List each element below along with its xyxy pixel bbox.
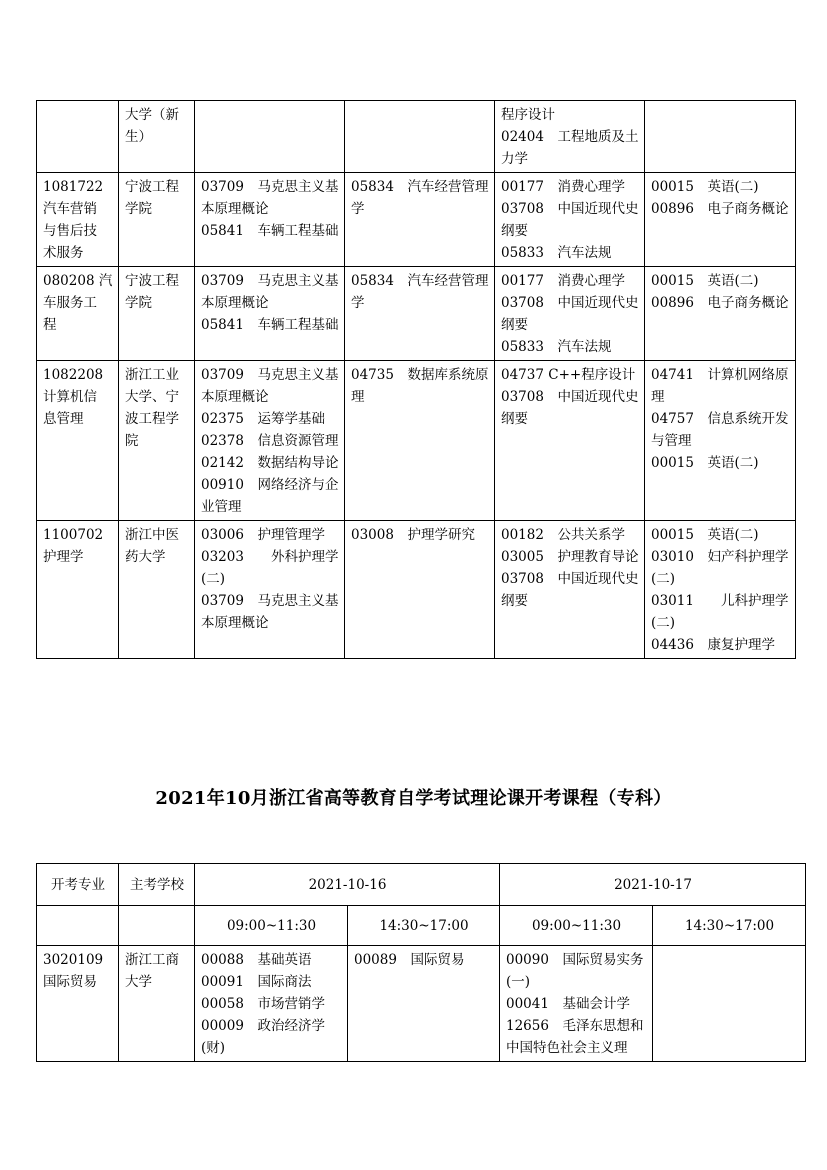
cell-line: 00089 国际贸易 (354, 952, 465, 968)
cell-line: 00091 国际商法 (201, 974, 312, 990)
cell-line: 03203 外科护理学 (201, 549, 339, 565)
cell-line: 05834 汽车经营管理 (351, 273, 489, 289)
cell-line: (二) (201, 571, 226, 587)
cell-line: 学 (351, 201, 365, 217)
exam-schedule-table-continued (36, 100, 796, 659)
cell-line: (二) (651, 571, 676, 587)
cell-line: 03708 中国近现代史 (501, 201, 639, 217)
cell-line: 理 (651, 389, 665, 405)
cell-line: (一) (506, 974, 531, 990)
cell-line: 080208 汽 (43, 273, 113, 289)
cell-line: 纲要 (501, 317, 528, 333)
cell-line: 1081722 (43, 179, 104, 195)
major-cell (37, 267, 119, 361)
cell-line: 本原理概论 (201, 201, 269, 217)
slot-1-cell (195, 101, 345, 173)
cell-line: 03709 马克思主义基 (201, 593, 339, 609)
cell-line: 05833 汽车法规 (501, 245, 612, 261)
cell-line: 3020109 (43, 952, 104, 968)
cell-line: 00015 英语(二) (651, 527, 759, 543)
slot-4-cell (645, 173, 796, 267)
cell-line: 浙江中医 (125, 527, 179, 543)
slot-1-cell (195, 267, 345, 361)
cell-line: 02378 信息资源管理 (201, 433, 339, 449)
cell-line: 本原理概论 (201, 615, 269, 631)
cell-line: 纲要 (501, 593, 528, 609)
cell-line: 宁波工程 (125, 179, 179, 195)
slot-4-cell (653, 946, 806, 1062)
header-row-slots (37, 906, 806, 946)
cell-line: 力学 (501, 151, 528, 167)
slot-3-cell (495, 361, 645, 521)
header-slot-2: 14:30~17:00 (348, 906, 500, 946)
table-row (37, 521, 796, 659)
cell-line: 学院 (125, 201, 152, 217)
cell-line: 00177 消费心理学 (501, 179, 625, 195)
slot-2-cell (345, 267, 495, 361)
school-cell (119, 946, 195, 1062)
cell-line: 00009 政治经济学(财) (201, 1018, 325, 1056)
cell-line: 术服务 (43, 245, 84, 261)
table-row (37, 946, 806, 1062)
school-cell (119, 267, 195, 361)
cell-line: 护理学 (43, 549, 84, 565)
slot-3-cell (495, 101, 645, 173)
table-row (37, 361, 796, 521)
cell-line: 学院 (125, 295, 152, 311)
cell-line: 03709 马克思主义基 (201, 367, 339, 383)
cell-line: 03709 马克思主义基 (201, 273, 339, 289)
slot-2-cell (348, 946, 500, 1062)
cell-line: 05833 汽车法规 (501, 339, 612, 355)
slot-3-cell (495, 267, 645, 361)
cell-line: 计算机信 (43, 389, 97, 405)
cell-line: 大学（新 (125, 107, 179, 123)
cell-line: 00910 网络经济与企 (201, 477, 339, 493)
header-row-dates (37, 864, 806, 906)
cell-line: 息管理 (43, 411, 84, 427)
cell-line: 00090 国际贸易实务 (506, 952, 644, 968)
cell-line: 1100702 (43, 527, 104, 543)
cell-line: 00177 消费心理学 (501, 273, 625, 289)
cell-line: 04757 信息系统开发 (651, 411, 789, 427)
cell-line: 00015 英语(二) (651, 273, 759, 289)
cell-line: 04737 C++程序设计 (501, 367, 636, 383)
cell-line: 大学 (125, 974, 152, 990)
cell-line: 00182 公共关系学 (501, 527, 625, 543)
slot-4-cell (645, 267, 796, 361)
cell-line: 03010 妇产科护理学 (651, 549, 789, 565)
slot-2-cell (345, 101, 495, 173)
cell-line: 00896 电子商务概论 (651, 295, 789, 311)
header-slot-3: 09:00~11:30 (500, 906, 653, 946)
page-title: 2021年10月浙江省高等教育自学考试理论课开考课程（专科） (155, 788, 672, 809)
cell-line: 05841 车辆工程基础 (201, 317, 339, 333)
header-school: 主考学校 (119, 864, 195, 906)
cell-line: 03708 中国近现代史 (501, 389, 639, 405)
cell-line: 大学、宁 (125, 389, 179, 405)
cell-line: 程 (43, 317, 57, 333)
cell-line: 04735 数据库系统原 (351, 367, 489, 383)
slot-4-cell (645, 521, 796, 659)
cell-line: 03708 中国近现代史 (501, 571, 639, 587)
cell-line: 纲要 (501, 223, 528, 239)
slot-3-cell (495, 173, 645, 267)
cell-line: 1082208 (43, 367, 104, 383)
cell-line: 00088 基础英语 (201, 952, 312, 968)
cell-line: 与管理 (651, 433, 692, 449)
cell-line: 02404 工程地质及土 (501, 129, 639, 145)
cell-line: 03708 中国近现代史 (501, 295, 639, 311)
school-cell (119, 101, 195, 173)
cell-line: 学 (351, 295, 365, 311)
cell-line: 国际贸易 (43, 974, 97, 990)
slot-3-cell (500, 946, 653, 1062)
major-cell (37, 173, 119, 267)
cell-line: 与售后技 (43, 223, 97, 239)
cell-line: 05841 车辆工程基础 (201, 223, 339, 239)
slot-2-cell (345, 361, 495, 521)
slot-1-cell (195, 173, 345, 267)
header-slot-1: 09:00~11:30 (195, 906, 348, 946)
cell-line: 院 (125, 433, 139, 449)
cell-line: 00015 英语(二) (651, 179, 759, 195)
school-cell (119, 361, 195, 521)
cell-line: 03709 马克思主义基 (201, 179, 339, 195)
cell-line: 车服务工 (43, 295, 97, 311)
slot-3-cell (495, 521, 645, 659)
cell-line: 汽车营销 (43, 201, 97, 217)
cell-line: 浙江工业 (125, 367, 179, 383)
major-cell (37, 101, 119, 173)
cell-line: 00015 英语(二) (651, 455, 759, 471)
header-slot-4: 14:30~17:00 (653, 906, 806, 946)
exam-schedule-table-zhuanke (36, 863, 806, 1062)
header-blank (119, 906, 195, 946)
cell-line: 00041 基础会计学 (506, 996, 630, 1012)
cell-line: 生） (125, 129, 152, 145)
slot-1-cell (195, 361, 345, 521)
cell-line: 宁波工程 (125, 273, 179, 289)
slot-1-cell (195, 946, 348, 1062)
school-cell (119, 521, 195, 659)
cell-line: 纲要 (501, 411, 528, 427)
cell-line: 00896 电子商务概论 (651, 201, 789, 217)
header-date-1: 2021-10-16 (195, 864, 500, 906)
table-row (37, 267, 796, 361)
cell-line: 程序设计 (501, 107, 555, 123)
cell-line: 波工程学 (125, 411, 179, 427)
header-date-2: 2021-10-17 (500, 864, 806, 906)
cell-line: 02142 数据结构导论 (201, 455, 339, 471)
table-row (37, 101, 796, 173)
cell-line: 04741 计算机网络原 (651, 367, 789, 383)
slot-4-cell (645, 101, 796, 173)
cell-line: 00058 市场营销学 (201, 996, 325, 1012)
cell-line: 药大学 (125, 549, 166, 565)
cell-line: 03008 护理学研究 (351, 527, 475, 543)
cell-line: 理 (351, 389, 365, 405)
school-cell (119, 173, 195, 267)
cell-line: 中国特色社会主义理 (506, 1040, 628, 1056)
cell-line: 业管理 (201, 499, 242, 515)
cell-line: 03011 儿科护理学 (651, 593, 789, 609)
cell-line: 浙江工商 (125, 952, 179, 968)
cell-line: 05834 汽车经营管理 (351, 179, 489, 195)
cell-line: 12656 毛泽东思想和 (506, 1018, 644, 1034)
table-row (37, 173, 796, 267)
cell-line: 03006 护理管理学 (201, 527, 325, 543)
slot-2-cell (345, 521, 495, 659)
slot-1-cell (195, 521, 345, 659)
header-blank (37, 906, 119, 946)
cell-line: 02375 运筹学基础 (201, 411, 325, 427)
major-cell (37, 361, 119, 521)
header-major: 开考专业 (37, 864, 119, 906)
major-cell (37, 946, 119, 1062)
cell-line: 本原理概论 (201, 295, 269, 311)
major-cell (37, 521, 119, 659)
cell-line: 04436 康复护理学 (651, 637, 775, 653)
cell-line: (二) (651, 615, 676, 631)
slot-4-cell (645, 361, 796, 521)
slot-2-cell (345, 173, 495, 267)
cell-line: 本原理概论 (201, 389, 269, 405)
cell-line: 03005 护理教育导论 (501, 549, 639, 565)
